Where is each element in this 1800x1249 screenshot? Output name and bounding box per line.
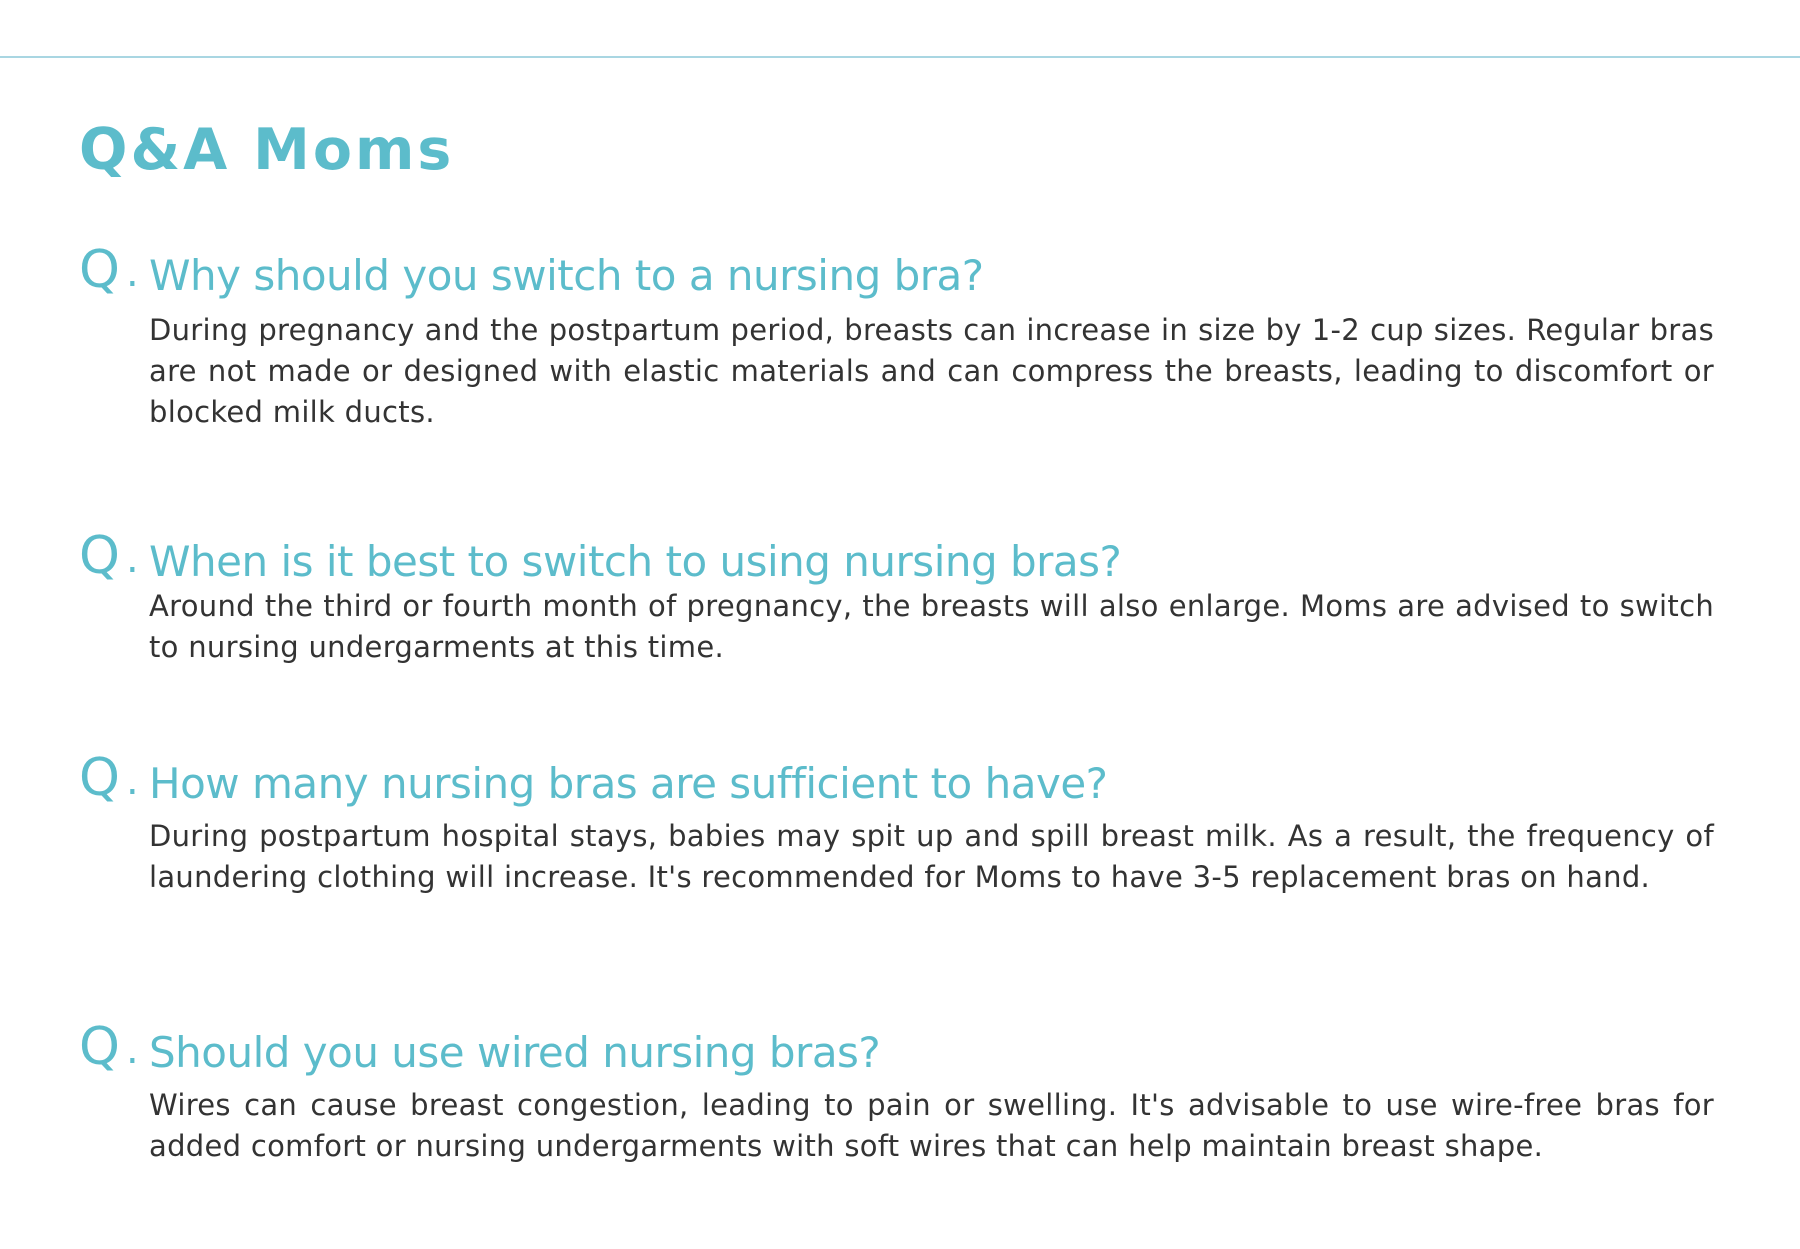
question-mark-dot: . bbox=[126, 536, 139, 582]
question-text: Why should you switch to a nursing bra? bbox=[149, 251, 984, 300]
question-row bbox=[79, 240, 1719, 306]
qa-item bbox=[79, 748, 1719, 898]
answer-text: Wires can cause breast congestion, leading to pain or swelling. It's advisable to use wire-free bras for added comfort or nursing undergarments with soft wires that can help maintain breast shape. bbox=[149, 1088, 1714, 1163]
question-row bbox=[79, 1017, 1719, 1083]
page-title: Q&A Moms bbox=[79, 117, 455, 183]
question-mark-icon: Q bbox=[79, 240, 120, 300]
top-divider bbox=[0, 56, 1800, 58]
question-row bbox=[79, 526, 1719, 592]
question-mark-icon: Q bbox=[79, 526, 120, 586]
qa-item bbox=[79, 526, 1719, 668]
question-text: How many nursing bras are sufficient to have? bbox=[149, 759, 1108, 808]
question-row bbox=[79, 748, 1719, 814]
answer-text: During postpartum hospital stays, babies may spit up and spill breast milk. As a result, the frequency of laundering clothing will increase. It's recommended for Moms to have 3-5 replacement bras on hand. bbox=[149, 819, 1714, 894]
question-mark-dot: . bbox=[126, 250, 139, 296]
question-mark-icon: Q bbox=[79, 748, 120, 808]
question-mark-dot: . bbox=[126, 1027, 139, 1073]
question-text: When is it best to switch to using nursing bras? bbox=[149, 537, 1122, 586]
answer-text: During pregnancy and the postpartum period, breasts can increase in size by 1-2 cup sizes. Regular bras are not made or designed with elastic materials and can compress the breasts, leading to discomfort or blocked milk ducts. bbox=[149, 313, 1714, 429]
question-text: Should you use wired nursing bras? bbox=[149, 1028, 881, 1077]
question-mark-dot: . bbox=[126, 758, 139, 804]
qa-item bbox=[79, 240, 1719, 433]
question-mark-icon: Q bbox=[79, 1017, 120, 1077]
answer-text: Around the third or fourth month of pregnancy, the breasts will also enlarge. Moms are advised to switch to nursing undergarments at this time. bbox=[149, 589, 1714, 664]
qa-item bbox=[79, 1017, 1719, 1167]
